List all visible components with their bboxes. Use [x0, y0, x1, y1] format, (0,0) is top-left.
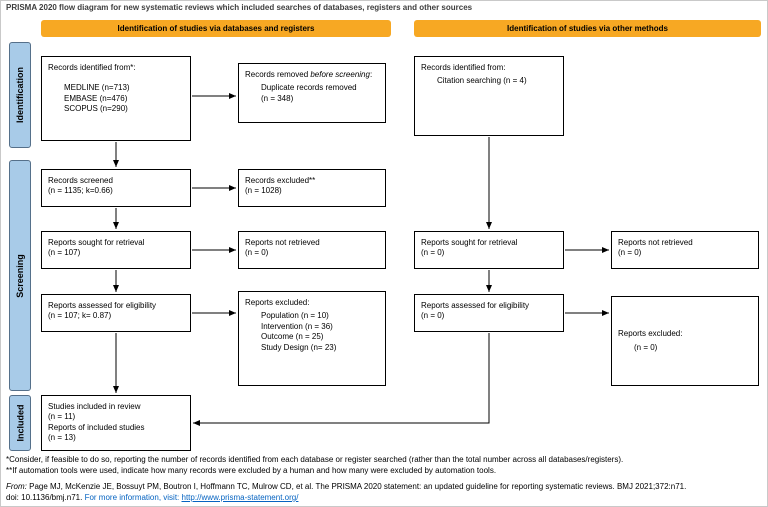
excluded-reason: Outcome (n = 25) — [261, 332, 324, 342]
box-records-screened — [41, 169, 191, 207]
box-line: (n = 107) — [48, 248, 81, 258]
database-item: EMBASE (n=476) — [64, 93, 128, 103]
database-item: SCOPUS (n=290) — [64, 104, 128, 114]
box-records-identified-other — [414, 56, 564, 136]
box-heading: Reports excluded: — [245, 298, 310, 307]
header-databases-label: Identification of studies via databases and registers — [117, 24, 315, 33]
box-line: (n = 11) — [48, 412, 76, 422]
records-removed-prefix: Records removed — [245, 70, 311, 79]
database-item: MEDLINE (n=713) — [64, 83, 130, 93]
box-line: Reports not retrieved — [618, 238, 693, 247]
records-removed-emphasis: before screening — [310, 70, 370, 79]
records-removed-colon: : — [369, 70, 373, 79]
header-databases-registers — [41, 20, 391, 37]
header-other-methods — [414, 20, 761, 37]
box-reports-assessed-databases — [41, 294, 191, 332]
box-line: Reports not retrieved — [245, 238, 320, 247]
box-line: (n = 0) — [421, 311, 445, 321]
prisma-statement-link[interactable]: http://www.prisma-statement.org/ — [181, 493, 299, 502]
footnote-double-asterisk: **If automation tools were used, indicate how many records were excluded by a human and how many were excluded by automation tools. — [6, 466, 497, 475]
box-line: Reports assessed for eligibility — [421, 301, 530, 310]
box-heading: Reports excluded: — [618, 329, 683, 339]
box-reports-sought-databases — [41, 231, 191, 269]
box-line: (n = 1135; k=0.66) — [48, 186, 113, 196]
box-heading: Records identified from*: — [48, 63, 136, 72]
removed-item: Duplicate records removed — [261, 83, 357, 93]
excluded-reason: Intervention (n = 36) — [261, 321, 333, 331]
box-heading — [245, 70, 379, 80]
box-reports-excluded-other — [611, 296, 759, 386]
box-records-excluded — [238, 169, 386, 207]
box-reports-excluded-databases — [238, 291, 386, 386]
box-line: (n = 107; k= 0.87) — [48, 311, 112, 321]
stage-included-label: Included — [15, 404, 26, 442]
box-reports-not-retrieved-other — [611, 231, 759, 269]
box-line: Records screened — [48, 176, 113, 185]
box-records-identified-databases — [41, 56, 191, 141]
stage-screening-label: Screening — [15, 253, 26, 298]
removed-item: (n = 348) — [261, 93, 294, 103]
box-heading: Records identified from: — [421, 63, 506, 72]
excluded-reason: Population (n = 10) — [261, 311, 329, 321]
box-line: (n = 0) — [421, 248, 445, 258]
citation-from-label: From: — [6, 482, 27, 491]
stage-identification — [9, 42, 31, 148]
box-line: Reports sought for retrieval — [48, 238, 145, 247]
page-title: PRISMA 2020 flow diagram for new systematic reviews which included searches of databases, registers and other sources — [6, 3, 473, 12]
citation-text: Page MJ, McKenzie JE, Bossuyt PM, Boutron I, Hoffmann TC, Mulrow CD, et al. The PRISMA 2020 statement: an updated guideline for reporting systematic reviews. BMJ 2021;372:n71. — [26, 482, 687, 491]
box-line: Records excluded** — [245, 176, 316, 185]
header-other-label: Identification of studies via other methods — [507, 24, 668, 33]
excluded-reason: (n = 0) — [634, 342, 658, 352]
box-line: Reports sought for retrieval — [421, 238, 518, 247]
other-source-item: Citation searching (n = 4) — [437, 76, 527, 86]
box-line: Reports of included studies — [48, 422, 145, 432]
box-reports-sought-other — [414, 231, 564, 269]
box-reports-not-retrieved-databases — [238, 231, 386, 269]
box-records-removed — [238, 63, 386, 123]
box-line: (n = 0) — [245, 248, 269, 258]
box-line: (n = 13) — [48, 433, 76, 443]
box-line: Studies included in review — [48, 402, 141, 411]
citation-info-label: For more information, visit: — [84, 493, 182, 502]
citation-line-1 — [6, 482, 766, 493]
stage-included — [9, 395, 31, 451]
box-line: (n = 1028) — [245, 186, 282, 196]
stage-identification-label: Identification — [15, 67, 25, 123]
box-reports-assessed-other — [414, 294, 564, 332]
citation-doi: doi: 10.1136/bmj.n71. — [6, 493, 85, 502]
stage-screening — [9, 160, 31, 391]
excluded-reason: Study Design (n= 23) — [261, 342, 337, 352]
box-line: Reports assessed for eligibility — [48, 301, 157, 310]
footnote-asterisk: *Consider, if feasible to do so, reporting the number of records identified from each database or register searched (rather than the total number across all databases/registers). — [6, 455, 624, 464]
citation-line-2 — [6, 493, 766, 504]
box-line: (n = 0) — [618, 248, 642, 258]
box-studies-included — [41, 395, 191, 451]
